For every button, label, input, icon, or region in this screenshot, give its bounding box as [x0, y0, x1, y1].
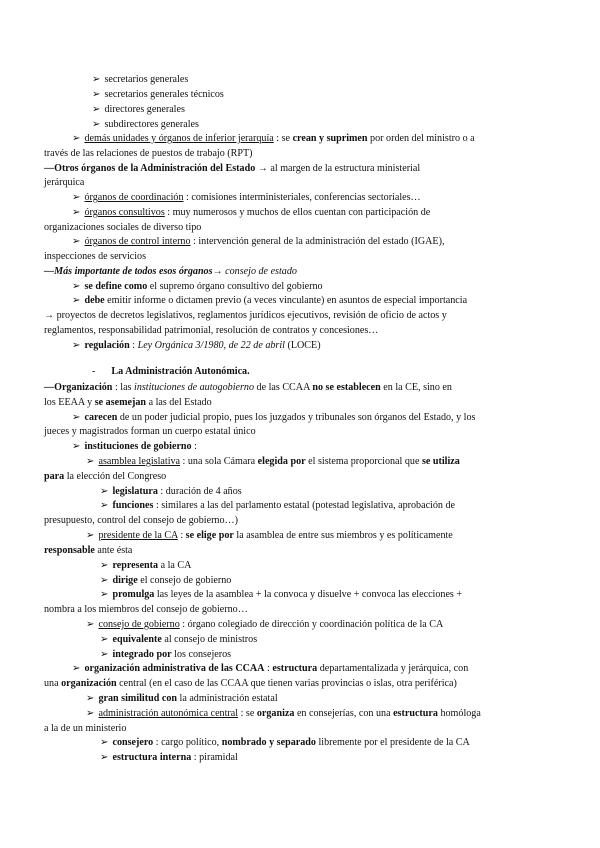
text-segment: estructura interna [112, 752, 192, 763]
text-segment: : [264, 663, 273, 674]
arrow-bullet-icon: ➢ [92, 89, 101, 100]
text-segment: carecen [84, 412, 118, 423]
text-segment: equivalente [112, 634, 162, 645]
text-segment: presidente de la CA [98, 530, 178, 541]
text-segment: reglamentos, responsabilidad patrimonial, resolución de contratos y concesiones… [44, 325, 379, 336]
text-segment: secretarios generales [104, 74, 189, 85]
text-segment: una [44, 678, 62, 689]
text-segment: funciones [112, 500, 154, 511]
arrow-bullet-icon: ➢ [100, 649, 109, 660]
text-line [72, 410, 475, 425]
text-line [86, 454, 460, 469]
text-segment: elegida por [257, 456, 306, 467]
arrow-bullet-icon: ➢ [100, 575, 109, 586]
text-segment: órganos de control interno [84, 236, 191, 247]
arrow-bullet-icon: ➢ [72, 663, 81, 674]
text-segment: integrado por [112, 649, 172, 660]
text-segment: directores generales [104, 104, 185, 115]
text-line [72, 439, 197, 454]
text-segment: regulación [84, 340, 130, 351]
text-line [72, 190, 421, 205]
text-line [72, 205, 430, 220]
text-segment: a las del Estado [146, 397, 212, 408]
text-line [100, 558, 191, 573]
text-line [44, 264, 297, 279]
text-segment: organización administrativa de las CCAA [84, 663, 265, 674]
text-segment: a la de un ministerio [44, 723, 127, 734]
text-segment: organización [61, 678, 117, 689]
text-segment: la asamblea de entre sus miembros y es políticamente [233, 530, 453, 541]
text-segment: crean y suprimen [292, 133, 368, 144]
text-segment: de un poder judicial propio, pues los juzgados y tribunales son órganos del Estado, y los [117, 412, 476, 423]
text-segment: organizaciones sociales de diverso tipo [44, 222, 202, 233]
arrow-bullet-icon: ➢ [100, 634, 109, 645]
arrow-bullet-icon: ➢ [100, 560, 109, 571]
text-line [44, 395, 212, 410]
text-line [92, 72, 188, 87]
arrow-bullet-icon: ➢ [86, 619, 95, 630]
text-segment: se define como [84, 281, 148, 292]
text-segment: el consejo de gobierno [137, 575, 232, 586]
text-segment: la administración estatal [177, 693, 278, 704]
arrow-bullet-icon: ➢ [72, 412, 81, 423]
text-line [44, 469, 166, 484]
text-segment: : las [112, 382, 135, 393]
text-line [44, 161, 420, 176]
arrow-bullet-icon: ➢ [92, 74, 101, 85]
text-segment: —Organización [44, 382, 113, 393]
text-segment: administración autonómica central [98, 708, 239, 719]
text-segment: → [212, 266, 226, 277]
text-line [44, 249, 146, 264]
text-segment: en la CE, sino en [380, 382, 452, 393]
text-segment: órganos de coordinación [84, 192, 184, 203]
text-line [72, 338, 321, 353]
arrow-bullet-icon: ➢ [72, 281, 81, 292]
text-segment: consejo de estado [225, 266, 297, 277]
text-segment: el sistema proporcional que [305, 456, 422, 467]
text-segment: emitir informe o dictamen previo (a veces vinculante) en asuntos de especial importancia [104, 295, 468, 306]
text-segment: través de las relaciones de puestos de trabajo (RPT) [44, 148, 253, 159]
text-segment: responsable [44, 545, 95, 556]
text-line [72, 279, 323, 294]
text-segment: debe [84, 295, 105, 306]
text-segment: consejo de gobierno [98, 619, 180, 630]
text-segment: instituciones de gobierno [84, 441, 192, 452]
arrow-bullet-icon: ➢ [100, 589, 109, 600]
text-line [100, 735, 470, 750]
text-segment: —Otros órganos de la Administración del Estado [44, 163, 256, 174]
text-line [44, 308, 447, 323]
text-segment: dirige [112, 575, 138, 586]
text-segment: : se [238, 708, 257, 719]
text-segment: presupuesto, control del consejo de gobierno…) [44, 515, 238, 526]
text-line [100, 498, 455, 513]
text-segment: jerárquica [44, 177, 85, 188]
text-line [86, 691, 278, 706]
arrow-bullet-icon: ➢ [92, 104, 101, 115]
text-segment: : una sola Cámara [180, 456, 258, 467]
text-segment: en consejerías, con una [294, 708, 394, 719]
text-segment: homóloga [437, 708, 481, 719]
text-line [100, 587, 462, 602]
text-segment: estructura [393, 708, 438, 719]
text-segment: las leyes de la asamblea + la convoca y disuelve + convoca las elecciones + [154, 589, 463, 600]
text-segment: : cargo político, [153, 737, 222, 748]
text-line [72, 661, 468, 676]
text-segment: promulga [112, 589, 155, 600]
text-segment: instituciones de autogobierno [134, 382, 255, 393]
text-segment: —Más importante de todos esos órganos [44, 266, 213, 277]
text-segment: se utiliza [421, 456, 460, 467]
text-segment: se asemejan [94, 397, 147, 408]
text-line [44, 721, 126, 736]
text-segment: : [129, 340, 138, 351]
text-segment: de las CCAA [254, 382, 313, 393]
text-line [44, 513, 238, 528]
text-segment: a la CA [158, 560, 192, 571]
text-line [100, 632, 257, 647]
text-line [86, 528, 453, 543]
text-segment: : [177, 530, 186, 541]
text-segment: consejero [112, 737, 154, 748]
text-line [92, 87, 224, 102]
text-segment: : [191, 441, 197, 452]
text-segment: secretarios generales técnicos [104, 89, 224, 100]
text-segment: asamblea legislativa [98, 456, 181, 467]
text-segment: central (en el caso de las CCAA que tienen varias provincias o islas, otra periférica) [116, 678, 457, 689]
text-segment: por orden del ministro o a [367, 133, 475, 144]
text-segment: organiza [256, 708, 295, 719]
text-segment: jueces y magistrados forman un cuerpo estatal único [44, 426, 256, 437]
text-line [44, 380, 452, 395]
arrow-bullet-icon: ➢ [86, 530, 95, 541]
arrow-bullet-icon: ➢ [72, 192, 81, 203]
arrow-bullet-icon: ➢ [72, 207, 81, 218]
text-segment: inspecciones de servicios [44, 251, 147, 262]
text-line [44, 602, 248, 617]
arrow-bullet-icon: ➢ [92, 119, 101, 130]
arrow-bullet-icon: ➢ [72, 295, 81, 306]
arrow-bullet-icon: ➢ [86, 708, 95, 719]
text-line [72, 293, 467, 308]
text-segment: departamentalizada y jerárquica, con [317, 663, 469, 674]
text-segment: no se establecen [312, 382, 381, 393]
text-line [44, 220, 201, 235]
arrow-bullet-icon: ➢ [100, 737, 109, 748]
text-segment: : similares a las del parlamento estatal (potestad legislativa, aprobación de [153, 500, 456, 511]
text-segment: : intervención general de la administración del estado (IGAE), [190, 236, 445, 247]
text-segment: : duración de 4 años [157, 486, 242, 497]
text-segment: : órgano colegiado de dirección y coordinación política de la CA [179, 619, 444, 630]
text-line [86, 706, 481, 721]
text-line [100, 647, 231, 662]
arrow-bullet-icon: ➢ [72, 133, 81, 144]
text-line [44, 676, 457, 691]
text-segment: ante ésta [94, 545, 133, 556]
text-segment: los EEAA y [44, 397, 95, 408]
text-segment: : muy numerosos y muchos de ellos cuentan con participación de [164, 207, 431, 218]
text-segment: La Administración Autonómica. [111, 366, 250, 377]
text-line [100, 484, 242, 499]
text-segment: → proyectos de decretos legislativos, reglamentos jurídicos ejecutivos, revisión de oficio de actos y [44, 310, 447, 321]
text-line [72, 131, 475, 146]
text-segment: estructura [272, 663, 318, 674]
text-line [100, 573, 231, 588]
text-line [44, 323, 378, 338]
text-line [92, 117, 199, 132]
text-segment: → al margen de la estructura ministerial [255, 163, 421, 174]
arrow-bullet-icon: ➢ [72, 340, 81, 351]
arrow-bullet-icon: ➢ [100, 500, 109, 511]
text-segment: subdirectores generales [104, 119, 199, 130]
text-line [86, 617, 443, 632]
text-line [100, 750, 238, 765]
arrow-bullet-icon: ➢ [86, 456, 95, 467]
text-line [44, 175, 84, 190]
text-segment: : piramidal [191, 752, 238, 763]
text-segment: nombrado y separado [221, 737, 316, 748]
text-segment: los consejeros [171, 649, 232, 660]
text-line [44, 543, 132, 558]
text-segment: gran similitud con [98, 693, 177, 704]
arrow-bullet-icon: ➢ [86, 693, 95, 704]
text-segment: el supremo órgano consultivo del gobierno [147, 281, 323, 292]
text-line [72, 234, 444, 249]
text-segment: representa [112, 560, 159, 571]
text-segment: al consejo de ministros [161, 634, 258, 645]
text-segment: la elección del Congreso [64, 471, 167, 482]
text-line [44, 424, 256, 439]
text-segment: (LOCE) [284, 340, 321, 351]
text-segment: : se [273, 133, 293, 144]
text-segment: : comisiones interministeriales, conferencias sectoriales… [183, 192, 421, 203]
text-segment: legislatura [112, 486, 158, 497]
text-segment: demás unidades y órganos de inferior jerarquía [84, 133, 274, 144]
text-segment: libremente por el presidente de la CA [315, 737, 470, 748]
text-segment: órganos consultivos [84, 207, 165, 218]
text-line [92, 102, 185, 117]
text-segment: se elige por [185, 530, 234, 541]
arrow-bullet-icon: ➢ [100, 486, 109, 497]
text-segment: nombra a los miembros del consejo de gobierno… [44, 604, 248, 615]
arrow-bullet-icon: ➢ [72, 236, 81, 247]
arrow-bullet-icon: ➢ [72, 441, 81, 452]
text-segment: para [44, 471, 65, 482]
text-segment: Ley Orgánica 3/1980, de 22 de abril [137, 340, 285, 351]
text-line [44, 146, 253, 161]
text-segment: - [92, 366, 96, 377]
text-line [92, 364, 250, 379]
arrow-bullet-icon: ➢ [100, 752, 109, 763]
